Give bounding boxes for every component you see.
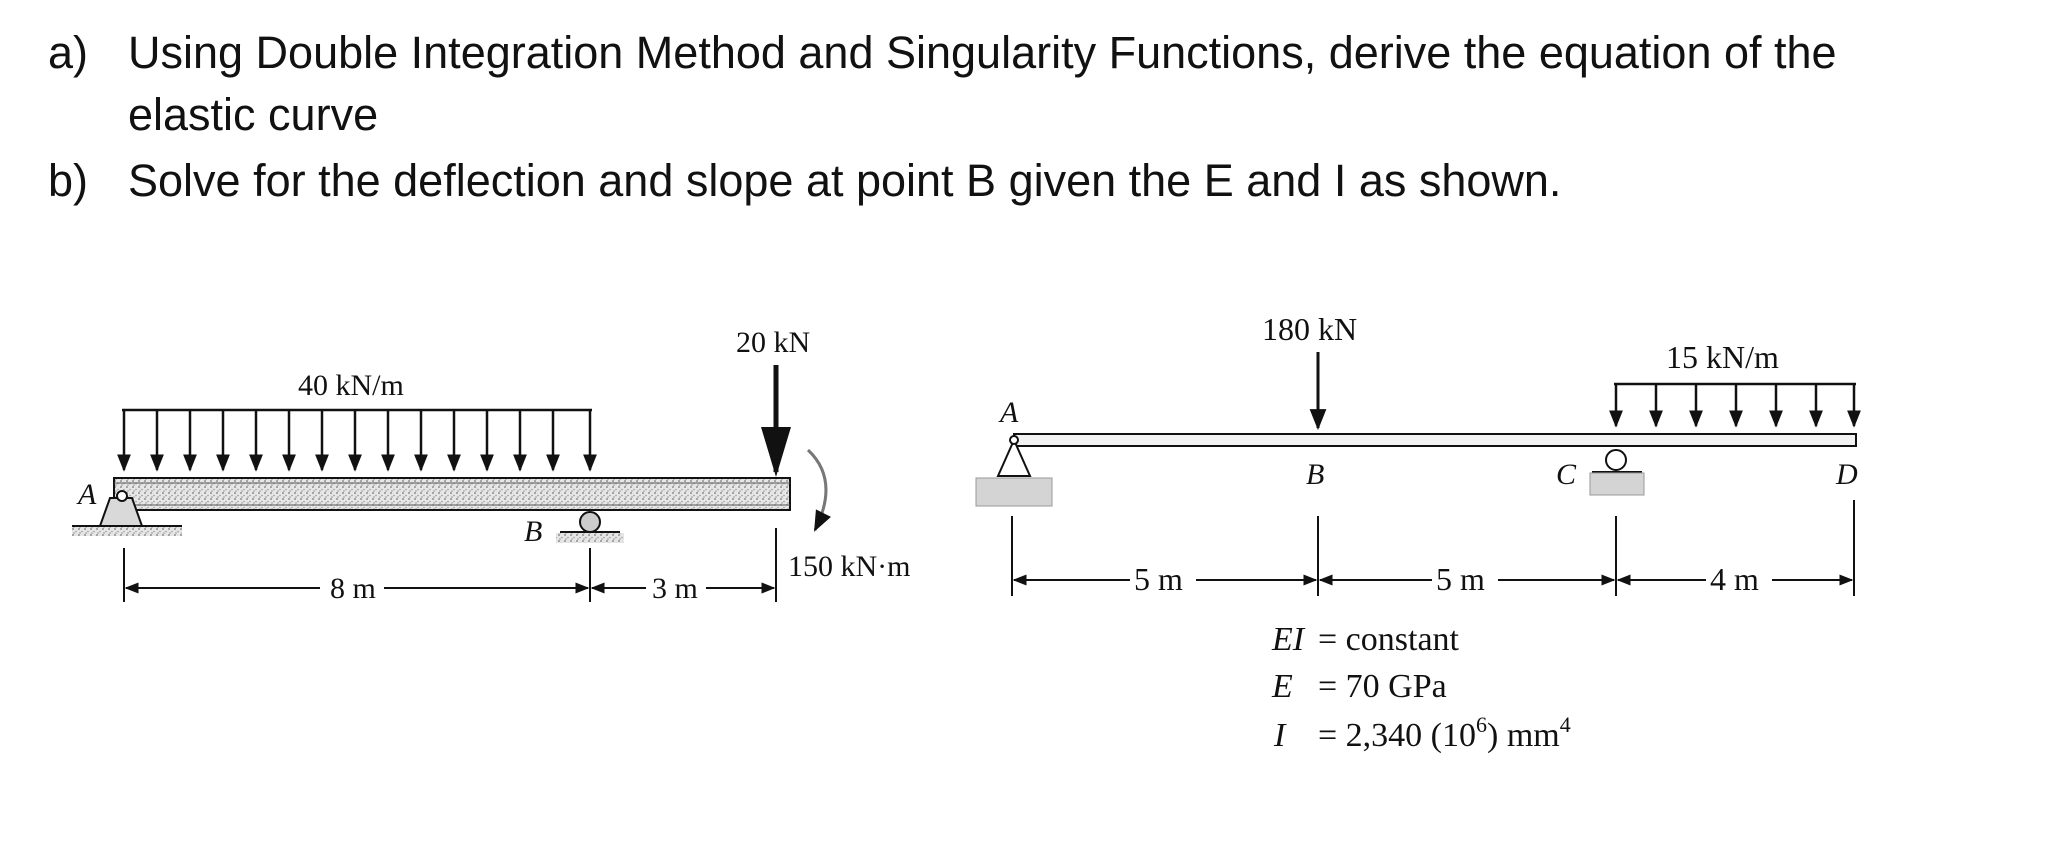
ei-value: = constant [1318,621,1459,658]
beam2-label-d: D [1836,458,1858,491]
beam2-span1: 5 m [1134,561,1183,597]
question-b-line1: Solve for the deflection and slope at point B given the E and I as shown. [128,155,1562,206]
beam2-properties [1271,621,1571,754]
beam1-roller-support-b [556,512,624,543]
question-b-marker: b) [48,155,89,206]
question-a-line1: Using Double Integration Method and Singularity Functions, derive the equation of the [128,27,1837,78]
beam2-label-a: A [1000,396,1019,429]
beam2-label-c: C [1556,458,1577,491]
question-a-line2: elastic curve [128,89,379,140]
beam1-span2: 3 m [652,572,698,605]
question-a-marker: a) [48,27,89,78]
beam1-label-a: A [78,478,97,511]
beam1-point-load-label: 20 kN [736,326,811,359]
i-symbol: I [1274,717,1286,754]
beam2-dist-load-label: 15 kN/m [1666,339,1779,375]
beam1-group [72,326,911,605]
beam1-dist-load-label: 40 kN/m [298,369,404,402]
beam2-group [976,311,1858,754]
beam1-label-b: B [524,515,543,548]
beam2-point-load-label: 180 kN [1262,311,1358,347]
beam2-span2: 5 m [1436,561,1485,597]
i-value: = 2,340 $(10^6)$ $mm^4$ [1318,712,1571,754]
e-symbol: E [1272,668,1293,705]
ei-symbol: EI [1272,621,1305,658]
beam1-span1: 8 m [330,572,376,605]
beam2-distributed-load [1614,384,1856,426]
beam2-body [1014,434,1856,446]
beam2-roller-support-c [1590,450,1644,495]
beam1-moment-arrow [808,450,826,530]
e-value: = 70 GPa [1318,668,1447,705]
beam2-label-b: B [1306,458,1325,491]
beam1-distributed-load [122,410,592,470]
beam2-span3: 4 m [1710,561,1759,597]
beam1-moment-label: 150 kN·m [788,550,911,583]
